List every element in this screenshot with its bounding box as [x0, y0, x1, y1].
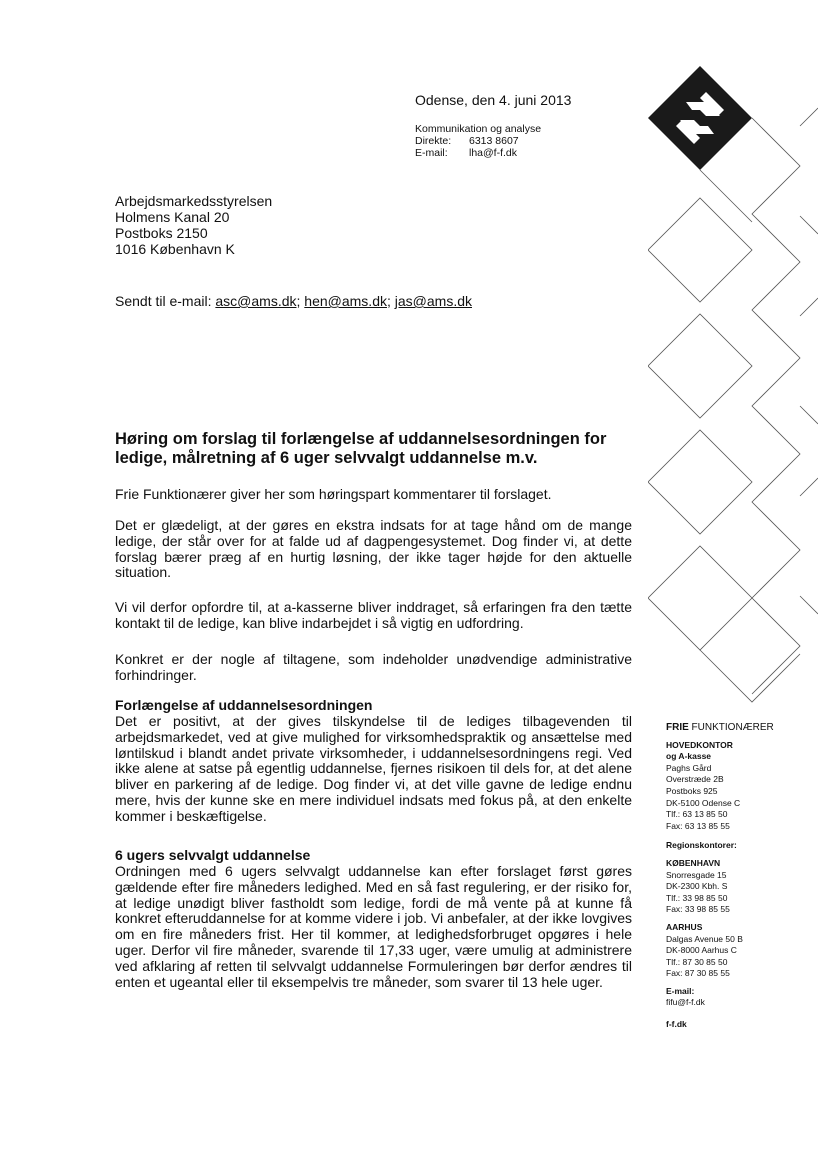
logo-icon [648, 66, 752, 170]
diamond-pattern [648, 108, 818, 702]
recipient-line: Postboks 2150 [115, 225, 208, 241]
email-link[interactable]: hen@ams.dk [304, 293, 387, 309]
hq-title: HOVEDKONTOR [666, 739, 733, 750]
paragraph: Konkret er der nogle af tiltagene, som indeholder unødvendige administrative forhindringer. [115, 651, 632, 683]
paragraph: Frie Funktionærer giver her som høringspart kommentarer til forslaget. [115, 486, 552, 502]
hq-line: Tlf.: 63 13 85 50 [666, 809, 728, 820]
recipient-line: Holmens Kanal 20 [115, 209, 230, 225]
email-title: E-mail: [666, 985, 695, 996]
sidebar-contacts [666, 722, 774, 1031]
aarhus-title: AARHUS [666, 921, 703, 932]
sender-contact-block [415, 123, 541, 159]
direct-label: Direkte: [415, 135, 452, 147]
org-name-rest: FUNKTIONÆRER [688, 722, 774, 733]
cph-line: Tlf.: 33 98 85 50 [666, 892, 728, 903]
hq-line: Fax: 63 13 85 55 [666, 820, 730, 831]
regional-title: Regionskontorer: [666, 840, 737, 851]
cph-line: DK-2300 Kbh. S [666, 881, 728, 892]
recipient-line: Arbejdsmarkedsstyrelsen [115, 193, 273, 209]
paragraph: Det er glædeligt, at der gøres en ekstra indsats for at tage hånd om de mange ledige, der står over for at falde ud af dagpengesystemet. Dog finder vi, at dette forslag bærer præg af en hurtig løsning, der ikke tager højde for den aktuelle situation. [115, 517, 632, 581]
section-heading: 6 ugers selvvalgt uddannelse [115, 847, 311, 863]
section-heading: Forlængelse af uddannelsesordningen [115, 697, 373, 713]
website[interactable]: f-f.dk [666, 1019, 687, 1030]
email-label: E-mail: [415, 147, 448, 159]
org-name [666, 722, 774, 734]
hq-line: Paghs Gård [666, 762, 712, 773]
separator: ; [386, 293, 391, 309]
org-email[interactable]: fifu@f-f.dk [666, 997, 705, 1008]
hq-line: DK-5100 Odense C [666, 797, 741, 808]
sender-email: lha@f-f.dk [469, 147, 518, 159]
sender-email-row [415, 147, 541, 159]
direct-phone: 6313 8607 [469, 135, 519, 147]
aarhus-line: Dalgas Avenue 50 B [666, 933, 743, 944]
sent-to-line [115, 293, 472, 309]
cph-line: Snorresgade 15 [666, 869, 727, 880]
sent-to-prefix: Sendt til e-mail: [115, 293, 212, 309]
aarhus-line: Tlf.: 87 30 85 50 [666, 956, 728, 967]
paragraph: Det er positivt, at der gives tilskyndelse til de lediges tilbagevenden til arbejdsmarkedet, ved at give mulighed for virksomhedspraktik og ansættelse med løntilskud i blandt andet private virksomheder, i uddannelsesordningens regi. Ved ikke alene at satse på egentlig uddannelse, fjernes risikoen til dels for, at det alene bliver en parkering af de ledige. Dog finder vi, at det ville gavne de ledige endnu mere, hvis der kunne ske en mere individuel indsats med fokus på, at den enkelte kommer i beskæftigelse. [115, 713, 632, 824]
hq-line: Postboks 925 [666, 785, 718, 796]
hq-subtitle: og A-kasse [666, 751, 712, 762]
department-label: Kommunikation og analyse [415, 123, 542, 135]
recipient-line: 1016 København K [115, 241, 235, 257]
paragraph: Vi vil derfor opfordre til, at a-kasserne bliver inddraget, så erfaringen fra den tætte kontakt til de ledige, kan blive indarbejdet i så vigtig en udfordring. [115, 599, 632, 631]
separator: ; [296, 293, 301, 309]
email-link[interactable]: asc@ams.dk [215, 293, 297, 309]
cph-title: KØBENHAVN [666, 857, 721, 868]
aarhus-line: Fax: 87 30 85 55 [666, 968, 730, 979]
email-link[interactable]: jas@ams.dk [394, 293, 472, 309]
org-name-bold: FRIE [666, 722, 689, 733]
letter-date: Odense, den 4. juni 2013 [415, 92, 572, 108]
paragraph: Ordningen med 6 ugers selvvalgt uddannelse kan efter forslaget først gøres gældende efter fire måneders ledighed. Med en så fast regulering, er der risiko for, at ledige unødigt bliver fastholdt som ledige, fordi de må vente på at kunne få konkret efteruddannelse for at komme videre i job. Vi anbefaler, at der ikke lovgives om en fire måneders frist. Her til kommer, at ledighedsforbruget opgøres i hele uger. Derfor vil fire måneder, svarende til 17,33 uger, være umulig at administrere ved afklaring af retten til selvvalgt uddannelse Formuleringen bør derfor ændres til enten et ugeantal eller til eksempelvis tre måneder, som svarer til 13 hele uger. [115, 863, 632, 990]
letter-title: Høring om forslag til forlængelse af uddannelsesordningen for ledige, målretning af 6 uger selvvalgt uddannelse m.v. [115, 430, 607, 467]
frie-funktionaerer-logo-pattern [648, 66, 818, 726]
hq-line: Overstræde 2B [666, 774, 724, 785]
aarhus-line: DK-8000 Aarhus C [666, 945, 737, 956]
recipient-address [115, 193, 272, 257]
cph-line: Fax: 33 98 85 55 [666, 904, 730, 915]
direct-phone-row [415, 135, 541, 147]
